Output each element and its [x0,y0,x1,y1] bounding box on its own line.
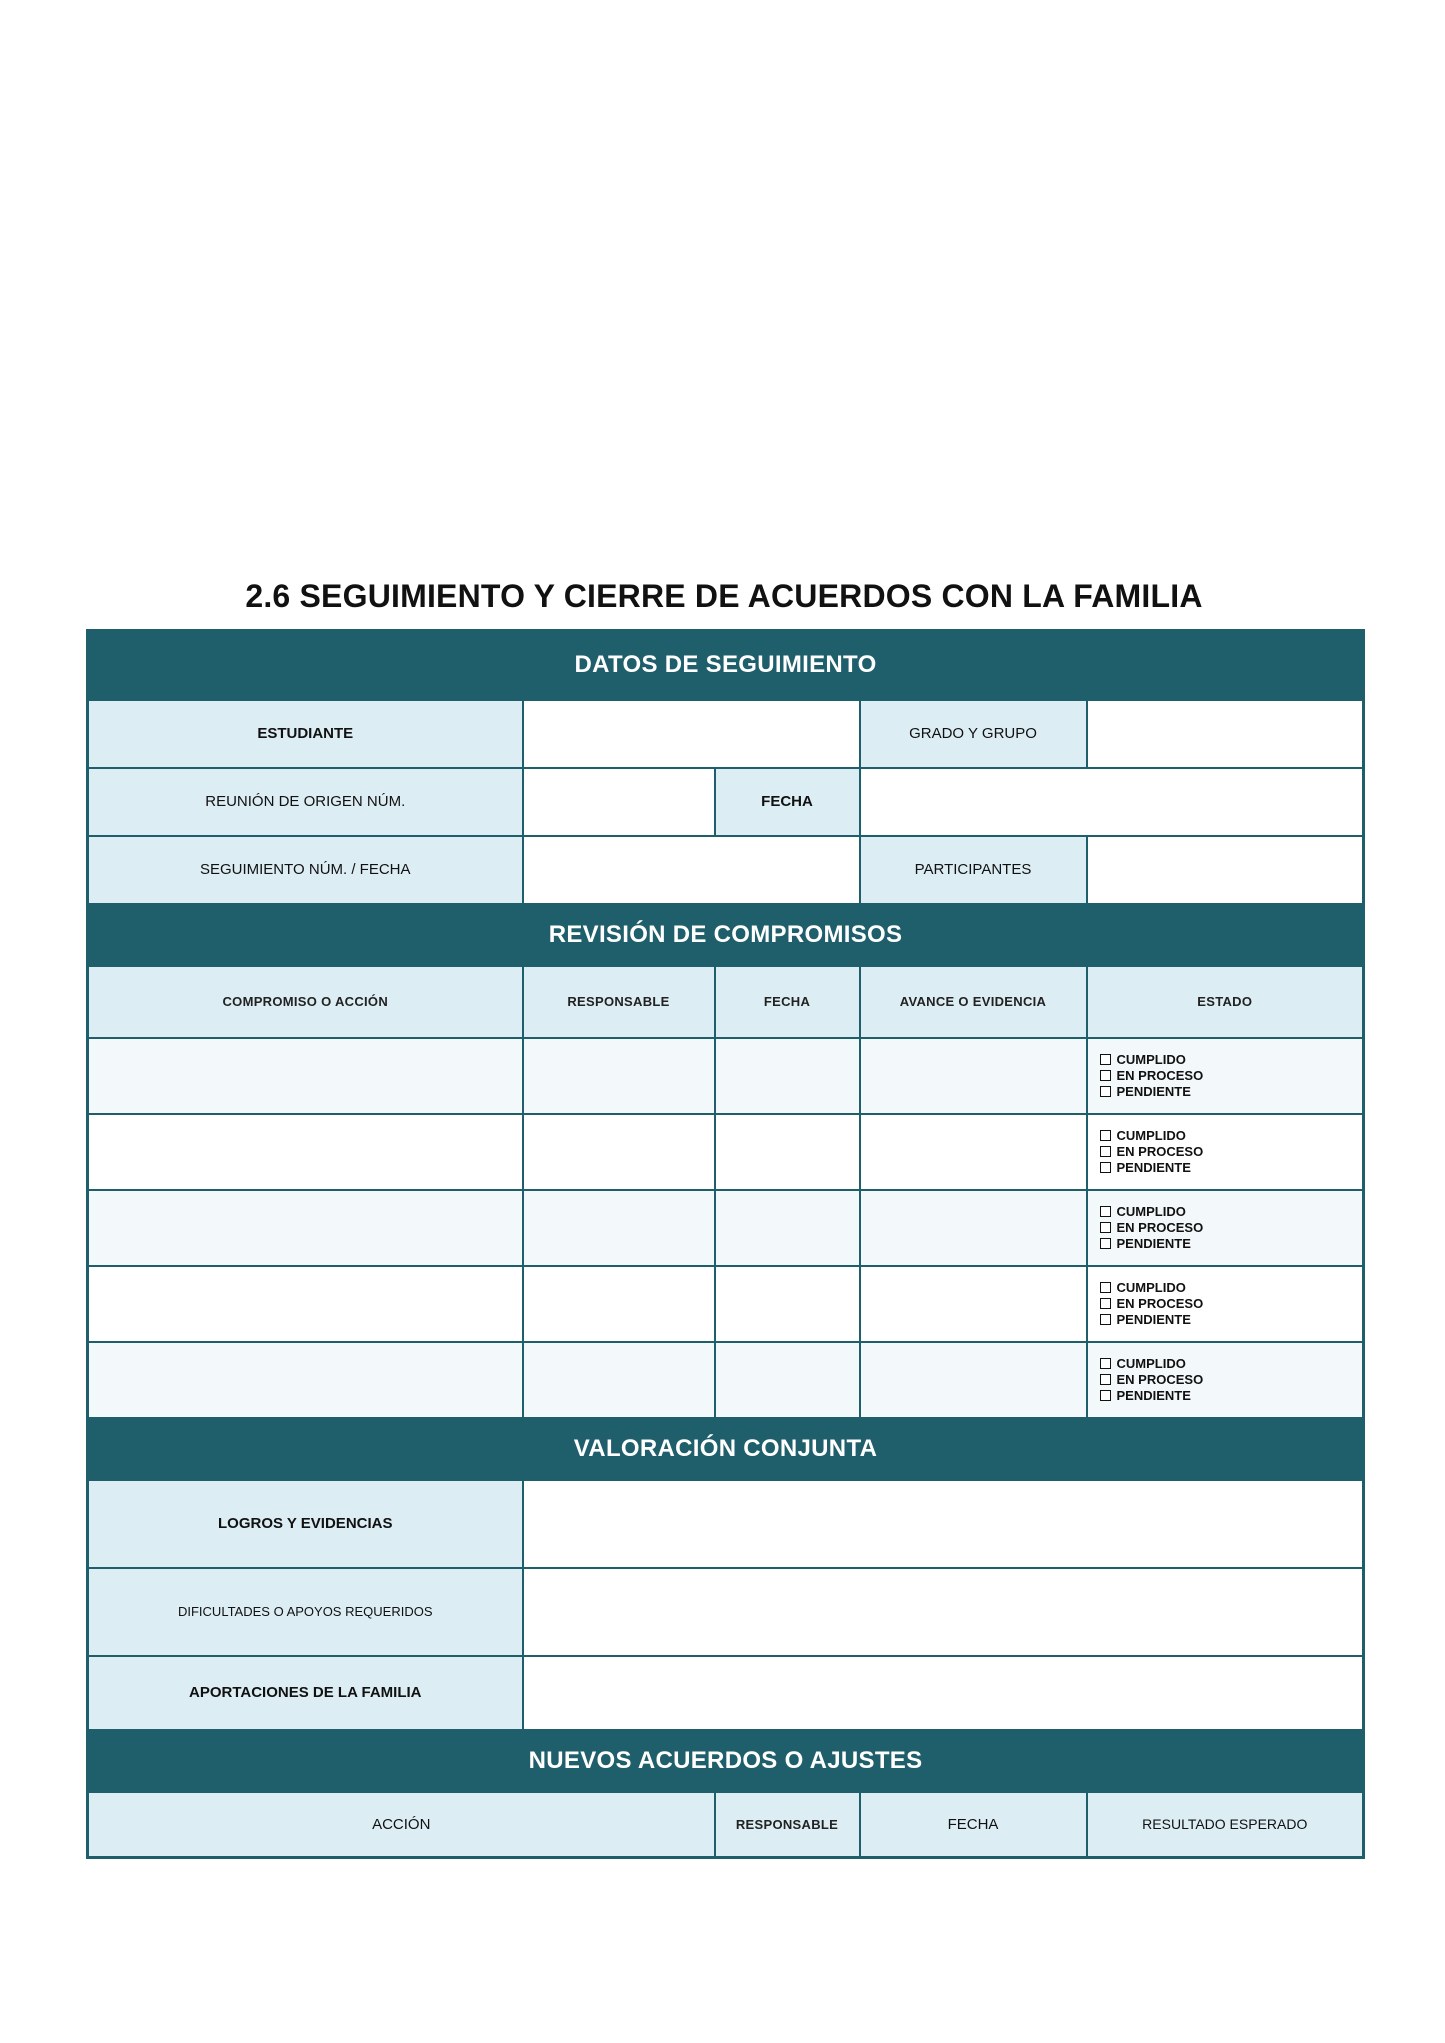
checkbox-icon[interactable] [1100,1374,1111,1385]
cell-estado [1087,1038,1364,1114]
cell-avance[interactable] [860,1114,1087,1190]
cell-compromiso[interactable] [88,1266,523,1342]
checkbox-icon[interactable] [1100,1146,1111,1157]
checkbox-icon[interactable] [1100,1222,1111,1233]
cell-fecha[interactable] [715,1038,860,1114]
cell-estado [1087,1266,1364,1342]
field-participantes[interactable] [1087,836,1364,904]
follow-up-form [86,629,1365,1859]
field-estudiante[interactable] [523,700,860,768]
table-row [88,1038,1364,1114]
label-participantes: PARTICIPANTES [860,836,1087,904]
label-fecha: FECHA [715,768,860,836]
status-option-en-proceso[interactable]: EN PROCESO [1100,1372,1363,1388]
col-header-resultado: RESULTADO ESPERADO [1087,1792,1364,1858]
col-header-responsable-nuevo: RESPONSABLE [715,1792,860,1858]
field-aportaciones[interactable] [523,1656,1364,1730]
checkbox-icon[interactable] [1100,1298,1111,1309]
label-logros: LOGROS Y EVIDENCIAS [88,1480,523,1568]
status-option-cumplido[interactable]: CUMPLIDO [1100,1280,1363,1296]
checkbox-icon[interactable] [1100,1130,1111,1141]
section-nuevos-acuerdos: NUEVOS ACUERDOS O AJUSTES [88,1730,1364,1792]
status-option-pendiente[interactable]: PENDIENTE [1100,1236,1363,1252]
cell-fecha[interactable] [715,1342,860,1418]
field-grado-grupo[interactable] [1087,700,1364,768]
status-option-pendiente[interactable]: PENDIENTE [1100,1160,1363,1176]
checkbox-icon[interactable] [1100,1206,1111,1217]
cell-avance[interactable] [860,1038,1087,1114]
cell-compromiso[interactable] [88,1342,523,1418]
status-option-cumplido[interactable]: CUMPLIDO [1100,1204,1363,1220]
table-row [88,1114,1364,1190]
col-header-accion: ACCIÓN [88,1792,715,1858]
status-option-en-proceso[interactable]: EN PROCESO [1100,1296,1363,1312]
label-estudiante: ESTUDIANTE [88,700,523,768]
cell-compromiso[interactable] [88,1190,523,1266]
status-option-cumplido[interactable]: CUMPLIDO [1100,1356,1363,1372]
status-option-pendiente[interactable]: PENDIENTE [1100,1084,1363,1100]
table-row [88,1342,1364,1418]
checkbox-icon[interactable] [1100,1282,1111,1293]
col-header-estado: ESTADO [1087,966,1364,1038]
cell-avance[interactable] [860,1190,1087,1266]
status-option-en-proceso[interactable]: EN PROCESO [1100,1068,1363,1084]
cell-fecha[interactable] [715,1114,860,1190]
label-reunion-origen: REUNIÓN DE ORIGEN NÚM. [88,768,523,836]
cell-estado [1087,1342,1364,1418]
table-row [88,1190,1364,1266]
field-fecha[interactable] [860,768,1364,836]
cell-compromiso[interactable] [88,1038,523,1114]
section-revision-compromisos: REVISIÓN DE COMPROMISOS [88,904,1364,966]
cell-avance[interactable] [860,1342,1087,1418]
status-option-pendiente[interactable]: PENDIENTE [1100,1312,1363,1328]
col-header-responsable: RESPONSABLE [523,966,715,1038]
field-seguimiento[interactable] [523,836,860,904]
label-seguimiento: SEGUIMIENTO NÚM. / FECHA [88,836,523,904]
status-option-en-proceso[interactable]: EN PROCESO [1100,1220,1363,1236]
cell-compromiso[interactable] [88,1114,523,1190]
cell-estado [1087,1190,1364,1266]
label-aportaciones: APORTACIONES DE LA FAMILIA [88,1656,523,1730]
checkbox-icon[interactable] [1100,1390,1111,1401]
cell-avance[interactable] [860,1266,1087,1342]
cell-fecha[interactable] [715,1266,860,1342]
checkbox-icon[interactable] [1100,1162,1111,1173]
checkbox-icon[interactable] [1100,1314,1111,1325]
checkbox-icon[interactable] [1100,1054,1111,1065]
status-option-en-proceso[interactable]: EN PROCESO [1100,1144,1363,1160]
field-logros[interactable] [523,1480,1364,1568]
status-option-cumplido[interactable]: CUMPLIDO [1100,1052,1363,1068]
page-title: 2.6 SEGUIMIENTO Y CIERRE DE ACUERDOS CON LA FAMILIA [245,578,1203,614]
cell-responsable[interactable] [523,1190,715,1266]
checkbox-icon[interactable] [1100,1358,1111,1369]
field-reunion-origen[interactable] [523,768,715,836]
col-header-compromiso: COMPROMISO O ACCIÓN [88,966,523,1038]
cell-fecha[interactable] [715,1190,860,1266]
field-dificultades[interactable] [523,1568,1364,1656]
col-header-avance: AVANCE O EVIDENCIA [860,966,1087,1038]
status-option-cumplido[interactable]: CUMPLIDO [1100,1128,1363,1144]
cell-responsable[interactable] [523,1114,715,1190]
checkbox-icon[interactable] [1100,1238,1111,1249]
col-header-fecha: FECHA [715,966,860,1038]
cell-responsable[interactable] [523,1038,715,1114]
col-header-fecha-nuevo: FECHA [860,1792,1087,1858]
cell-estado [1087,1114,1364,1190]
label-dificultades: DIFICULTADES O APOYOS REQUERIDOS [88,1568,523,1656]
table-row [88,1266,1364,1342]
status-option-pendiente[interactable]: PENDIENTE [1100,1388,1363,1404]
label-grado-grupo: GRADO Y GRUPO [860,700,1087,768]
checkbox-icon[interactable] [1100,1086,1111,1097]
cell-responsable[interactable] [523,1342,715,1418]
section-datos-seguimiento: DATOS DE SEGUIMIENTO [88,631,1364,700]
checkbox-icon[interactable] [1100,1070,1111,1081]
section-valoracion-conjunta: VALORACIÓN CONJUNTA [88,1418,1364,1480]
cell-responsable[interactable] [523,1266,715,1342]
